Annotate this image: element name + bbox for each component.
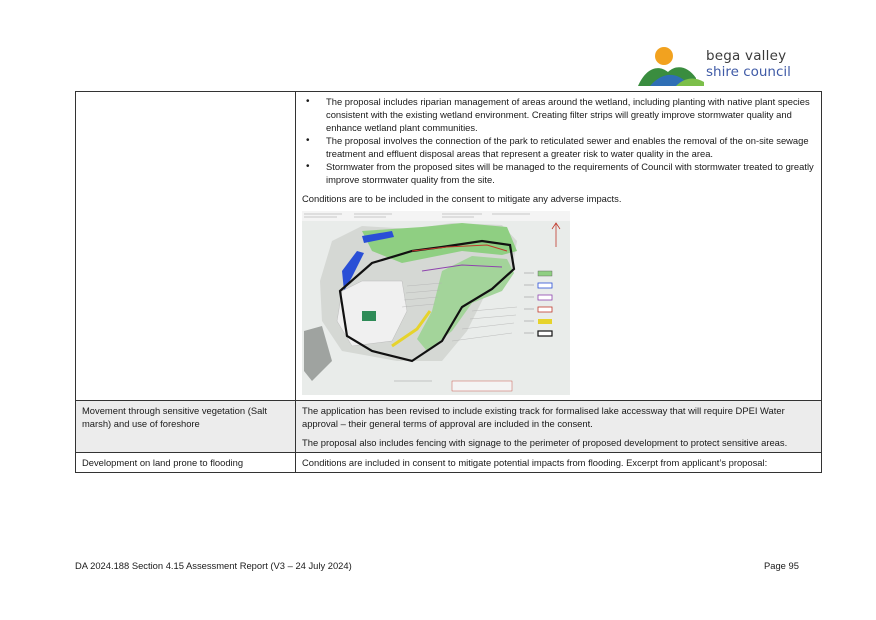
paragraph: The application has been revised to include existing track for formalised lake accessway that will require DPEI Water approval – their general terms of approval are included in the consent.: [302, 405, 785, 429]
council-logo: [636, 42, 806, 88]
row-content: [296, 453, 822, 473]
footer-page-number: Page 95: [764, 560, 799, 571]
row-label: Development on land prone to flooding: [76, 453, 296, 473]
row-content: [296, 92, 822, 401]
bullet-list: [302, 95, 815, 186]
site-plan-image: [302, 211, 570, 395]
conclusion-text: Conditions are to be included in the consent to mitigate any adverse impacts.: [302, 193, 622, 204]
assessment-table: [75, 91, 822, 473]
list-item: • The proposal involves the connection of the park to reticulated sewer and enables the removal of the on-site sewage treatment and effluent disposal areas that represent a greater risk to water quality in the area.: [326, 134, 815, 160]
row-label: Movement through sensitive vegetation (Salt marsh) and use of foreshore: [76, 401, 296, 453]
row-content: [296, 401, 822, 453]
table-row: [76, 453, 822, 473]
logo-mark-icon: [636, 42, 706, 88]
logo-line1: bega valley: [706, 48, 787, 64]
paragraph: Conditions are included in consent to mitigate potential impacts from flooding. Excerpt from applicant’s proposal:: [302, 457, 768, 468]
paragraph: The proposal also includes fencing with signage to the perimeter of proposed development to protect sensitive areas.: [302, 437, 788, 448]
list-item: • The proposal includes riparian management of areas around the wetland, including planting with native plant species consistent with the existing wetland environment. Creating filter strips will greatly improve stormwater quality and enhance wetland plant communities.: [326, 95, 815, 134]
footer-report-title: DA 2024.188 Section 4.15 Assessment Report (V3 – 24 July 2024): [75, 560, 352, 571]
list-item: • Stormwater from the proposed sites will be managed to the requirements of Council with stormwater treated to greatly improve stormwater quality from the site.: [326, 160, 815, 186]
table-row: [76, 401, 822, 453]
logo-line2: shire council: [706, 64, 791, 80]
row-label: [76, 92, 296, 401]
table-row: [76, 92, 822, 401]
